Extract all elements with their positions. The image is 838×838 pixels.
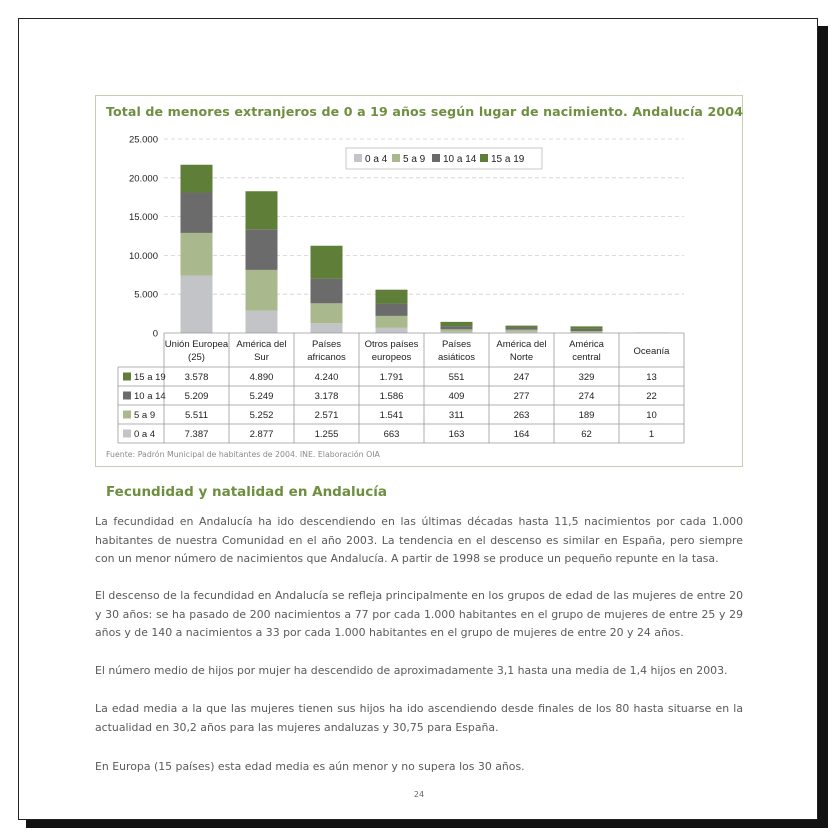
category-label: europeos <box>371 352 412 363</box>
data-value: 1 <box>648 429 655 440</box>
bar-segment <box>181 233 213 276</box>
bar-segment <box>246 311 278 333</box>
data-value: 10 <box>646 410 657 421</box>
data-value: 551 <box>448 372 465 383</box>
paragraph-5: En Europa (15 países) esta edad media es aún menor y no supera los 30 años. <box>95 760 525 773</box>
data-value: 22 <box>646 391 657 402</box>
legend-label: 10 a 14 <box>443 154 477 165</box>
data-value: 4.890 <box>249 372 274 383</box>
bar-segment <box>441 322 473 326</box>
category-label: Unión Europea <box>164 339 229 350</box>
legend-swatch <box>432 154 440 162</box>
bar-segment <box>441 326 473 329</box>
data-value: 163 <box>448 429 465 440</box>
data-value: 164 <box>513 429 530 440</box>
data-value: 663 <box>383 429 400 440</box>
figure-source: Fuente: Padrón Municipal de habitantes de 2004. INE. Elaboración OIA <box>106 450 380 459</box>
data-value: 1.586 <box>379 391 404 402</box>
bar-segment <box>506 330 538 332</box>
bar-segment <box>441 329 473 331</box>
page-number: 24 <box>413 790 425 799</box>
data-value: 277 <box>513 391 530 402</box>
category-label: América del <box>496 339 547 350</box>
bar-segment <box>376 316 408 328</box>
legend-swatch <box>354 154 362 162</box>
category-label: Países <box>311 339 342 350</box>
table-row-label: 10 a 14 <box>134 391 166 402</box>
category-label: Países <box>441 339 472 350</box>
legend-label: 0 a 4 <box>365 154 388 165</box>
bar-segment <box>181 165 213 193</box>
bar-segment <box>571 326 603 329</box>
table-row-label: 15 a 19 <box>134 372 166 383</box>
y-tick-label: 0 <box>152 328 158 340</box>
figure-box <box>95 95 743 467</box>
legend-label: 5 a 9 <box>403 154 426 165</box>
data-value: 5.249 <box>249 391 274 402</box>
data-value: 329 <box>578 372 595 383</box>
legend-label: 15 a 19 <box>491 154 525 165</box>
y-tick-label: 5.000 <box>134 289 158 301</box>
section-title: Fecundidad y natalidad en Andalucía <box>106 484 387 500</box>
y-tick-label: 10.000 <box>128 250 158 262</box>
bar-segment <box>311 323 343 333</box>
table-legend-swatch <box>123 430 131 438</box>
data-value: 2.877 <box>249 429 274 440</box>
data-value: 189 <box>578 410 595 421</box>
bar-segment <box>376 304 408 316</box>
paragraph-1: La fecundidad en Andalucía ha ido descendiendo en las últimas décadas hasta 11,5 nacimientos por cada 1.000 habitantes de nuestra Comunidad en el año 2003. La tendencia en el descenso es similar en España, pero siempre con un menor número de nacimientos que Andalucía. A partir de 1998 se produce un pequeño repunte en la tasa. <box>95 515 743 565</box>
bar-segment <box>246 229 278 270</box>
data-value: 263 <box>513 410 530 421</box>
category-label: Norte <box>509 352 534 363</box>
bar-segment <box>506 326 538 328</box>
bar-segment <box>246 191 278 229</box>
y-tick-label: 20.000 <box>128 173 158 185</box>
bar-segment <box>181 276 213 333</box>
data-value: 4.240 <box>314 372 339 383</box>
data-value: 1.255 <box>314 429 339 440</box>
data-value: 62 <box>581 429 592 440</box>
paragraph-3: El número medio de hijos por mujer ha descendido de aproximadamente 3,1 hasta una media de 1,4 hijos en 2003. <box>95 664 728 677</box>
table-legend-swatch <box>123 392 131 400</box>
bar-segment <box>376 290 408 304</box>
category-label: Sur <box>254 352 269 363</box>
data-value: 274 <box>578 391 595 402</box>
bar-segment <box>506 328 538 330</box>
category-label: Oceanía <box>633 346 670 357</box>
data-value: 5.209 <box>184 391 209 402</box>
bar-segment <box>311 303 343 323</box>
data-value: 247 <box>513 372 530 383</box>
category-label: América <box>569 339 604 350</box>
figure-title: Total de menores extranjeros de 0 a 19 años según lugar de nacimiento. Andalucía 2004 <box>106 104 743 119</box>
bar-segment <box>571 329 603 331</box>
data-value: 1.791 <box>379 372 404 383</box>
category-label: (25) <box>188 352 205 363</box>
paragraph-2: El descenso de la fecundidad en Andalucía se refleja principalmente en los grupos de edad de las mujeres de entre 20 y 30 años: se ha pasado de 200 nacimientos a 77 por cada 1.000 habitantes en el grupo de mujeres de entre 25 y 29 años y de 140 a nacimientos a 33 por cada 1.000 habitantes en el grupo de mujeres de entre 20 y 24 años. <box>95 589 743 639</box>
legend-swatch <box>392 154 400 162</box>
y-tick-label: 15.000 <box>128 212 158 224</box>
y-tick-label: 25.000 <box>128 134 158 146</box>
bar-segment <box>246 270 278 311</box>
data-value: 7.387 <box>184 429 209 440</box>
bar-segment <box>181 192 213 232</box>
table-row-label: 0 a 4 <box>134 429 156 440</box>
data-value: 5.252 <box>249 410 274 421</box>
category-label: América del <box>236 339 287 350</box>
data-value: 1.541 <box>379 410 404 421</box>
data-value: 13 <box>646 372 657 383</box>
data-value: 3.578 <box>184 372 209 383</box>
table-legend-swatch <box>123 373 131 381</box>
category-label: central <box>572 352 601 363</box>
data-value: 311 <box>448 410 465 421</box>
data-value: 5.511 <box>184 410 209 421</box>
table-legend-swatch <box>123 411 131 419</box>
bar-segment <box>571 331 603 332</box>
paragraph-4: La edad media a la que las mujeres tienen sus hijos ha ido ascendiendo desde finales de los 80 hasta situarse en la actualidad en 30,2 años para las mujeres andaluzas y 30,75 para España. <box>95 702 743 734</box>
category-label: africanos <box>307 352 346 363</box>
bar-segment <box>376 328 408 333</box>
bar-segment <box>311 246 343 279</box>
data-value: 2.571 <box>314 410 339 421</box>
data-value: 409 <box>448 391 465 402</box>
category-label: Otros países <box>364 339 419 350</box>
table-row-label: 5 a 9 <box>134 410 156 421</box>
data-value: 3.178 <box>314 391 339 402</box>
category-label: asiáticos <box>438 352 475 363</box>
bar-segment <box>311 279 343 304</box>
stacked-bar-chart <box>96 96 744 468</box>
legend-swatch <box>480 154 488 162</box>
